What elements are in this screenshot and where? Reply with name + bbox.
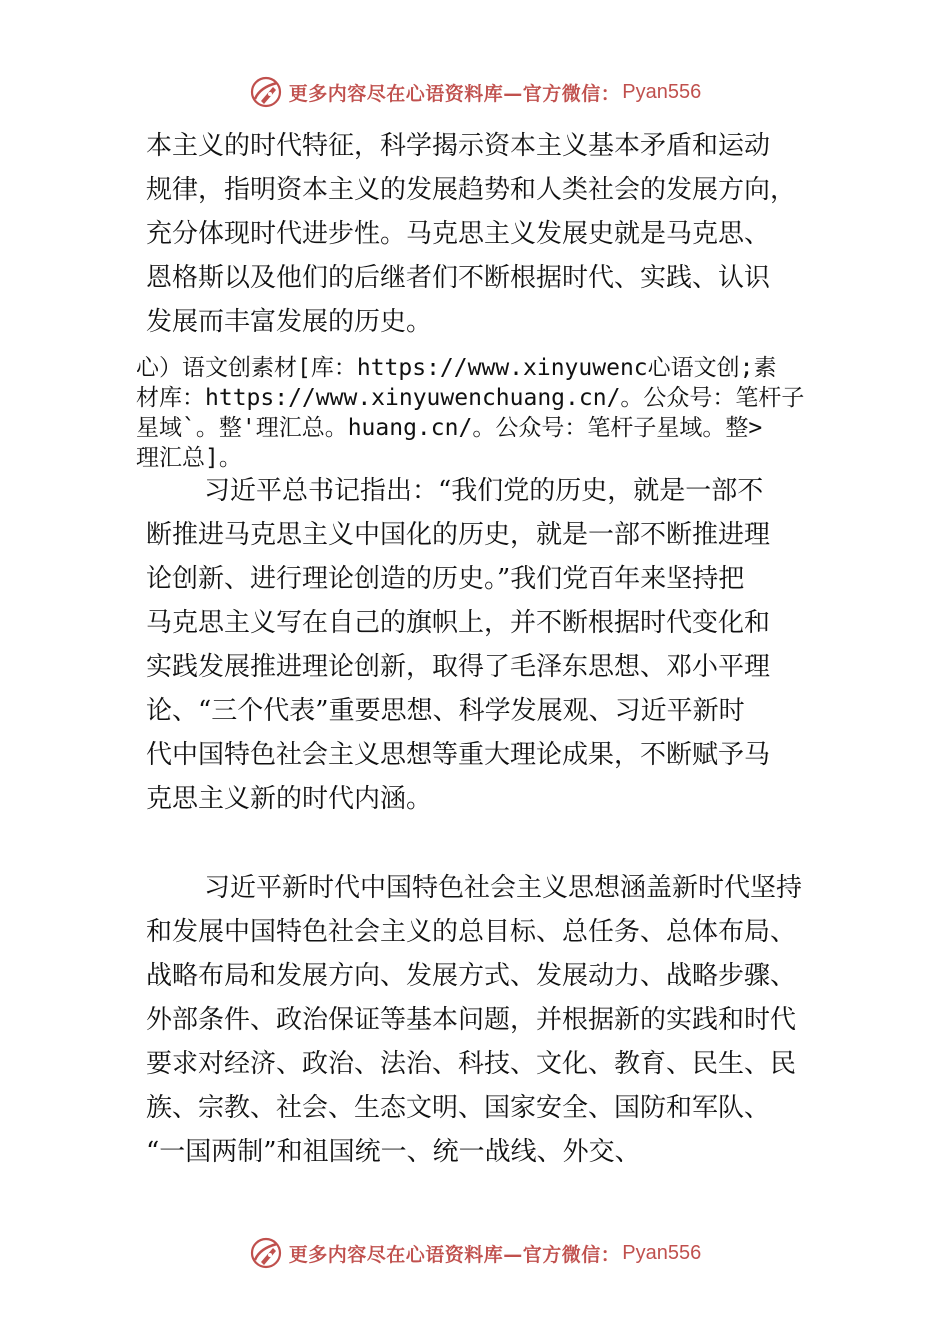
watermark-line: 星域`。整'理汇总。huang.cn/。公众号：笔杆子星域。整> bbox=[136, 415, 763, 441]
wechat-id: Pyan556 bbox=[622, 1241, 702, 1264]
text-line: 规律，指明资本主义的发展趋势和人类社会的发展方向， bbox=[146, 175, 797, 205]
header-banner bbox=[0, 72, 950, 112]
text-line: 马克思主义写在自己的旗帜上，并不断根据时代变化和 bbox=[146, 608, 771, 638]
text-line: 论创新、进行理论创造的历史。”我们党百年来坚持把 bbox=[146, 564, 745, 594]
footer-banner bbox=[0, 1233, 950, 1273]
text-line: 战略布局和发展方向、发展方式、发展动力、战略步骤、 bbox=[146, 961, 797, 991]
pen-swirl-logo-icon bbox=[249, 75, 283, 109]
text-line: 恩格斯以及他们的后继者们不断根据时代、实践、认识 bbox=[146, 263, 771, 293]
pen-swirl-logo-icon bbox=[249, 1236, 283, 1270]
watermark-line: 理汇总]。 bbox=[136, 445, 242, 471]
wechat-id: Pyan556 bbox=[622, 80, 702, 103]
banner-text: 更多内容尽在心语资料库—官方微信： bbox=[288, 1243, 621, 1266]
text-line: 习近平总书记指出：“我们党的历史，就是一部不 bbox=[204, 476, 764, 506]
text-line: 充分体现时代进步性。马克思主义发展史就是马克思、 bbox=[146, 219, 771, 249]
text-line: 外部条件、政治保证等基本问题，并根据新的实践和时代 bbox=[146, 1005, 797, 1035]
text-line: 克思主义新的时代内涵。 bbox=[146, 784, 433, 814]
text-line: 代中国特色社会主义思想等重大理论成果，不断赋予马 bbox=[146, 740, 771, 770]
text-line: 习近平新时代中国特色社会主义思想涵盖新时代坚持 bbox=[204, 873, 803, 903]
text-line: 本主义的时代特征，科学揭示资本主义基本矛盾和运动 bbox=[146, 131, 771, 161]
text-line: 实践发展推进理论创新，取得了毛泽东思想、邓小平理 bbox=[146, 652, 771, 682]
text-line: 断推进马克思主义中国化的历史，就是一部不断推进理 bbox=[146, 520, 771, 550]
text-line: 族、宗教、社会、生态文明、国家安全、国防和军队、 bbox=[146, 1093, 771, 1123]
text-line: 和发展中国特色社会主义的总目标、总任务、总体布局、 bbox=[146, 917, 797, 947]
text-line: 发展而丰富发展的历史。 bbox=[146, 307, 433, 337]
text-line: 论、“三个代表”重要思想、科学发展观、习近平新时 bbox=[146, 696, 745, 726]
watermark-line: 材库：https://www.xinyuwenchuang.cn/。公众号：笔杆子 bbox=[136, 385, 805, 411]
text-line: 要求对经济、政治、法治、科技、文化、教育、民生、民 bbox=[146, 1049, 797, 1079]
text-line: “一国两制”和祖国统一、统一战线、外交、 bbox=[146, 1137, 641, 1167]
watermark-line: 心）语文创素材[库：https://www.xinyuwenc心语文创;素 bbox=[136, 355, 777, 381]
banner-text: 更多内容尽在心语资料库—官方微信： bbox=[288, 82, 621, 105]
